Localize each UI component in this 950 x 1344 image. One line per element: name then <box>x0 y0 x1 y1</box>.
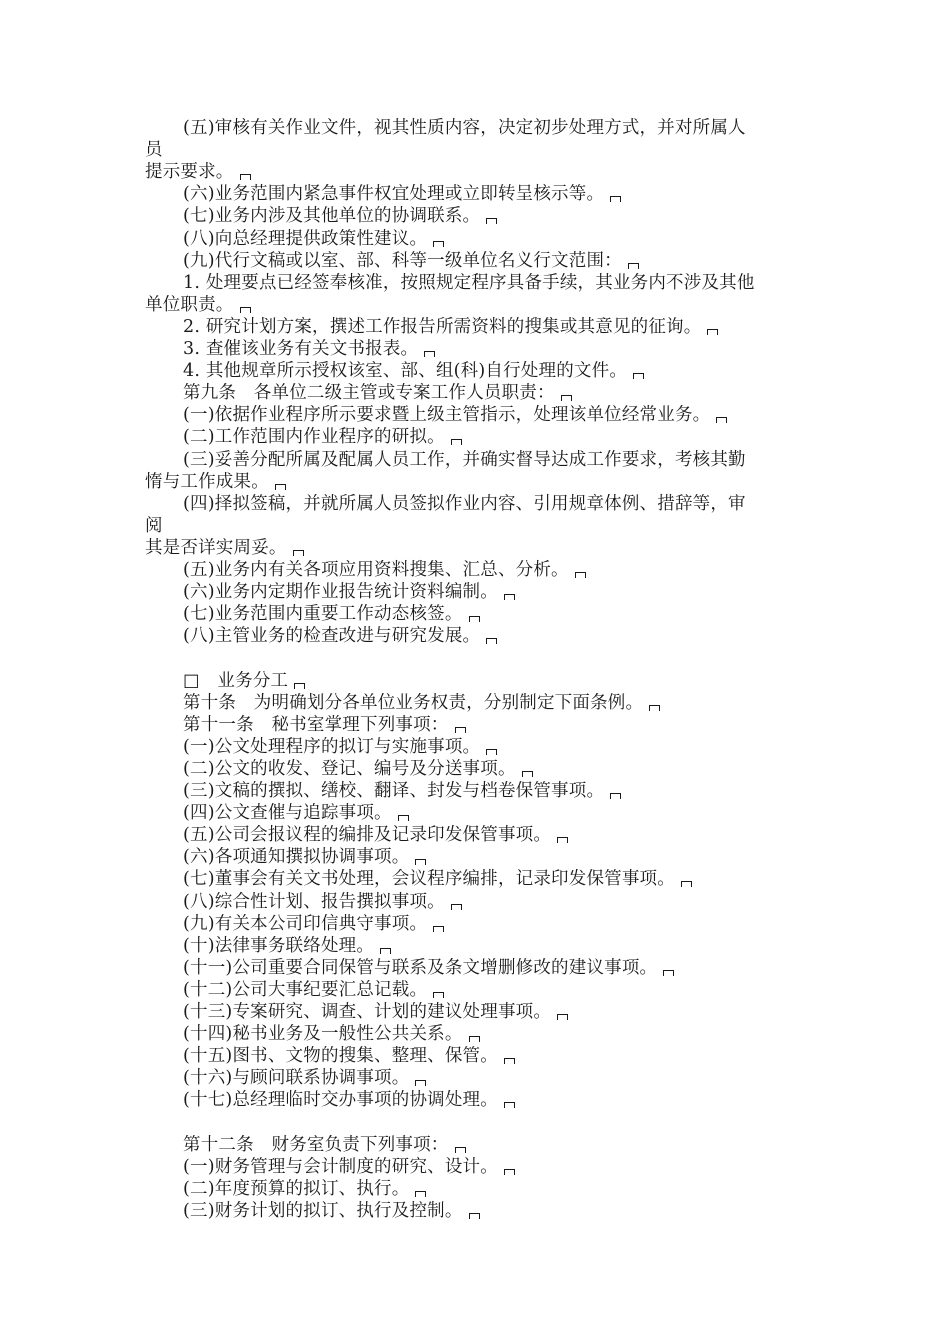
line-text: 第九条 各单位二级主管或专案工作人员职责： <box>183 383 555 404</box>
document-line <box>145 515 163 537</box>
paragraph-return-icon <box>455 1147 466 1153</box>
paragraph-return-icon <box>575 572 586 578</box>
document-line <box>183 780 621 802</box>
line-text: 员 <box>145 140 163 161</box>
paragraph-return-icon <box>469 1036 480 1042</box>
document-line <box>145 537 304 559</box>
line-text: (八)向总经理提供政策性建议。 <box>183 228 428 249</box>
document-line <box>183 205 497 227</box>
line-text: (五)公司会报议程的编排及记录印发保管事项。 <box>183 825 552 846</box>
document-line <box>183 625 497 647</box>
line-text: 1. 处理要点已经签奉核准，按照规定程序具备手续，其业务内不涉及其他 <box>183 272 755 293</box>
paragraph-return-icon <box>433 926 444 932</box>
document-line <box>183 183 621 205</box>
line-text: (七)业务内涉及其他单位的协调联系。 <box>183 206 481 227</box>
line-text: 第十条 为明确划分各单位业务权责，分别制定下面条例。 <box>183 692 644 713</box>
line-text: (一)财务管理与会计制度的研究、设计。 <box>183 1156 498 1177</box>
paragraph-return-icon <box>610 196 621 202</box>
line-text: (八)主管业务的检查改进与研究发展。 <box>183 626 481 647</box>
document-line <box>183 250 639 272</box>
line-text: (十六)与顾问联系协调事项。 <box>183 1068 410 1089</box>
paragraph-return-icon <box>415 1191 426 1197</box>
paragraph-return-icon <box>240 307 251 313</box>
document-line <box>183 824 568 846</box>
paragraph-return-icon <box>504 1058 515 1064</box>
line-text: (十)法律事务联络处理。 <box>183 935 375 956</box>
paragraph-return-icon <box>716 417 727 423</box>
paragraph-return-icon <box>504 1169 515 1175</box>
line-text: (二)年度预算的拟订、执行。 <box>183 1178 410 1199</box>
document-line <box>183 603 480 625</box>
line-text: (七)董事会有关文书处理，会议程序编排，记录印发保管事项。 <box>183 869 675 890</box>
paragraph-return-icon <box>504 594 515 600</box>
paragraph-return-icon <box>415 1080 426 1086</box>
paragraph-return-icon <box>707 329 718 335</box>
line-text: (十七)总经理临时交办事项的协调处理。 <box>183 1090 498 1111</box>
line-text: (十一)公司重要合同保管与联系及条文增删修改的建议事项。 <box>183 957 658 978</box>
document-line <box>183 382 572 404</box>
document-line <box>183 1045 515 1067</box>
document-line <box>183 758 533 780</box>
line-text: (四)择拟签稿，并就所属人员签拟作业内容、引用规章体例、措辞等，审 <box>183 493 746 514</box>
line-text: (八)综合性计划、报告撰拟事项。 <box>183 891 445 912</box>
document-line <box>183 979 444 1001</box>
document-line <box>183 1067 426 1089</box>
document-line <box>183 935 391 957</box>
line-text: (六)业务范围内紧急事件权宜处理或立即转呈核示等。 <box>183 184 605 205</box>
document-line <box>183 360 644 382</box>
document-line <box>183 449 746 471</box>
paragraph-return-icon <box>398 815 409 821</box>
document-line <box>145 139 163 161</box>
document-line <box>145 294 251 316</box>
document-line <box>183 957 674 979</box>
paragraph-return-icon <box>486 638 497 644</box>
document-line <box>183 559 586 581</box>
paragraph-return-icon <box>681 881 692 887</box>
line-text: □ 业务分工 <box>183 670 289 691</box>
line-text: (三)妥善分配所属及配属人员工作，并确实督导达成工作要求，考核其勤 <box>183 449 746 470</box>
document-line <box>183 338 435 360</box>
document-line <box>183 272 755 294</box>
document-line <box>183 1089 515 1111</box>
line-text: (六)业务内定期作业报告统计资料编制。 <box>183 582 498 603</box>
paragraph-return-icon <box>557 837 568 843</box>
paragraph-return-icon <box>649 705 660 711</box>
document-line <box>183 1023 480 1045</box>
document-line <box>183 913 444 935</box>
paragraph-return-icon <box>557 1014 568 1020</box>
line-text: (一)依据作业程序所示要求暨上级主管指示，处理该单位经常业务。 <box>183 405 711 426</box>
document-line <box>145 471 286 493</box>
line-text: (九)有关本公司印信典守事项。 <box>183 913 428 934</box>
paragraph-return-icon <box>293 550 304 556</box>
document-line <box>183 228 444 250</box>
line-text: (二)工作范围内作业程序的研拟。 <box>183 427 445 448</box>
paragraph-return-icon <box>486 218 497 224</box>
document-line <box>183 1178 426 1200</box>
document-line <box>183 1156 515 1178</box>
document-line <box>183 868 692 890</box>
line-text: (五)业务内有关各项应用资料搜集、汇总、分析。 <box>183 560 569 580</box>
paragraph-return-icon <box>294 683 305 689</box>
paragraph-return-icon <box>240 174 251 180</box>
paragraph-return-icon <box>486 749 497 755</box>
document-line <box>183 581 515 603</box>
paragraph-return-icon <box>275 484 286 490</box>
paragraph-return-icon <box>451 439 462 445</box>
paragraph-return-icon <box>610 793 621 799</box>
paragraph-return-icon <box>633 373 644 379</box>
line-text: (五)审核有关作业文件，视其性质内容，决定初步处理方式，并对所属人 <box>183 118 746 138</box>
paragraph-return-icon <box>504 1102 515 1108</box>
line-text: (七)业务范围内重要工作动态核签。 <box>183 604 463 625</box>
document-line <box>183 1134 466 1156</box>
paragraph-return-icon <box>628 263 639 269</box>
line-text: (四)公文查催与追踪事项。 <box>183 803 392 824</box>
document-line <box>183 493 746 515</box>
document-line <box>183 670 305 692</box>
paragraph-return-icon <box>469 1213 480 1219</box>
paragraph-return-icon <box>451 904 462 910</box>
line-text: 单位职责。 <box>145 294 234 315</box>
line-text: 3. 查催该业务有关文书报表。 <box>183 339 419 359</box>
paragraph-return-icon <box>424 351 435 357</box>
document-line <box>183 117 746 139</box>
document-line <box>183 316 718 338</box>
line-text: (三)文稿的撰拟、缮校、翻译、封发与档卷保管事项。 <box>183 781 605 801</box>
line-text: (六)各项通知撰拟协调事项。 <box>183 847 410 868</box>
document-line <box>183 891 462 913</box>
line-text: 惰与工作成果。 <box>145 471 269 492</box>
document-line <box>183 846 426 868</box>
line-text: (九)代行文稿或以室、部、科等一级单位名义行文范围： <box>183 250 622 271</box>
paragraph-return-icon <box>433 992 444 998</box>
paragraph-return-icon <box>415 859 426 865</box>
line-text: (一)公文处理程序的拟订与实施事项。 <box>183 736 481 757</box>
paragraph-return-icon <box>561 395 572 401</box>
document-line <box>145 161 251 183</box>
document-line <box>183 692 660 714</box>
line-text: (十四)秘书业务及一般性公共关系。 <box>183 1024 463 1045</box>
line-text: 第十二条 财务室负责下列事项： <box>183 1134 449 1155</box>
document-line <box>183 802 409 824</box>
paragraph-return-icon <box>433 241 444 247</box>
line-text: (二)公文的收发、登记、编号及分送事项。 <box>183 758 516 779</box>
document-line <box>183 426 462 448</box>
paragraph-return-icon <box>522 771 533 777</box>
line-text: (十三)专案研究、调查、计划的建议处理事项。 <box>183 1002 552 1022</box>
line-text: 4. 其他规章所示授权该室、部、组(科)自行处理的文件。 <box>183 361 628 382</box>
line-text: 提示要求。 <box>145 162 234 183</box>
line-text: 第十一条 秘书室掌理下列事项： <box>183 714 449 735</box>
paragraph-return-icon <box>455 727 466 733</box>
document-line <box>183 1200 480 1222</box>
paragraph-return-icon <box>380 948 391 954</box>
line-text: 2. 研究计划方案，撰述工作报告所需资料的搜集或其意见的征询。 <box>183 316 702 337</box>
paragraph-return-icon <box>469 616 480 622</box>
line-text: 阅 <box>145 515 163 536</box>
document-line <box>183 714 466 736</box>
document-line <box>183 404 727 426</box>
paragraph-return-icon <box>663 970 674 976</box>
line-text: 其是否详实周妥。 <box>145 537 287 558</box>
line-text: (十五)图书、文物的搜集、整理、保管。 <box>183 1046 498 1067</box>
line-text: (三)财务计划的拟订、执行及控制。 <box>183 1200 463 1221</box>
document-line <box>183 1001 568 1023</box>
document-line <box>183 736 497 758</box>
line-text: (十二)公司大事纪要汇总记载。 <box>183 979 428 1000</box>
